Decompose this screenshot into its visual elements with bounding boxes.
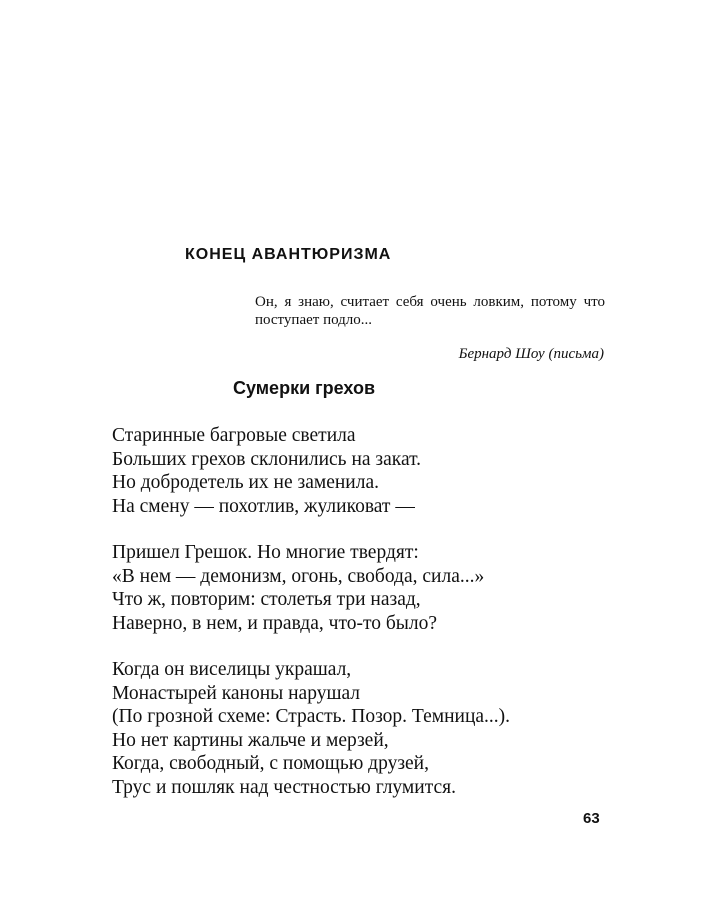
stanza <box>112 541 510 635</box>
poem-line: Пришел Грешок. Но многие твердят: <box>112 542 419 563</box>
poem-line: На смену — похотлив, жуликоват — <box>112 495 415 517</box>
poem-line: Трус и пошляк над честностью глумится. <box>112 776 456 798</box>
epigraph-author: Бернард Шоу (письма) <box>458 346 604 362</box>
page-number: 63 <box>583 810 600 827</box>
poem-line: Больших грехов склонились на закат. <box>112 448 422 470</box>
poem-line: Но нет картины жальче и мерзей, <box>112 729 389 751</box>
poem-line: Но добродетель их не заменила. <box>112 472 380 493</box>
poem-title <box>0 378 606 399</box>
poem-line: Что ж, повторим: столетья три назад, <box>112 589 421 610</box>
poem-line: Монастырей каноны нарушал <box>112 682 361 704</box>
poem-line: «В нем — демонизм, огонь, свобода, сила...» <box>112 565 485 587</box>
poem-title-text: Сумерки грехов <box>232 378 376 398</box>
poem-line: (По грозной схеме: Страсть. Позор. Темница...). <box>112 706 511 727</box>
poem-line: Наверно, в нем, и правда, что-то было? <box>112 612 437 634</box>
section-title: КОНЕЦ АВАНТЮРИЗМА <box>185 246 392 263</box>
stanza <box>112 424 510 518</box>
poem-line: Когда, свободный, с помощью друзей, <box>112 753 429 774</box>
stanza <box>112 658 510 799</box>
poem-body <box>112 424 510 822</box>
epigraph-text: Он, я знаю, считает себя очень ловким, потому что поступает подло... <box>255 294 605 328</box>
poem-line: Старинные багровые светила <box>112 425 356 446</box>
poem-line: Когда он виселицы украшал, <box>112 659 352 680</box>
